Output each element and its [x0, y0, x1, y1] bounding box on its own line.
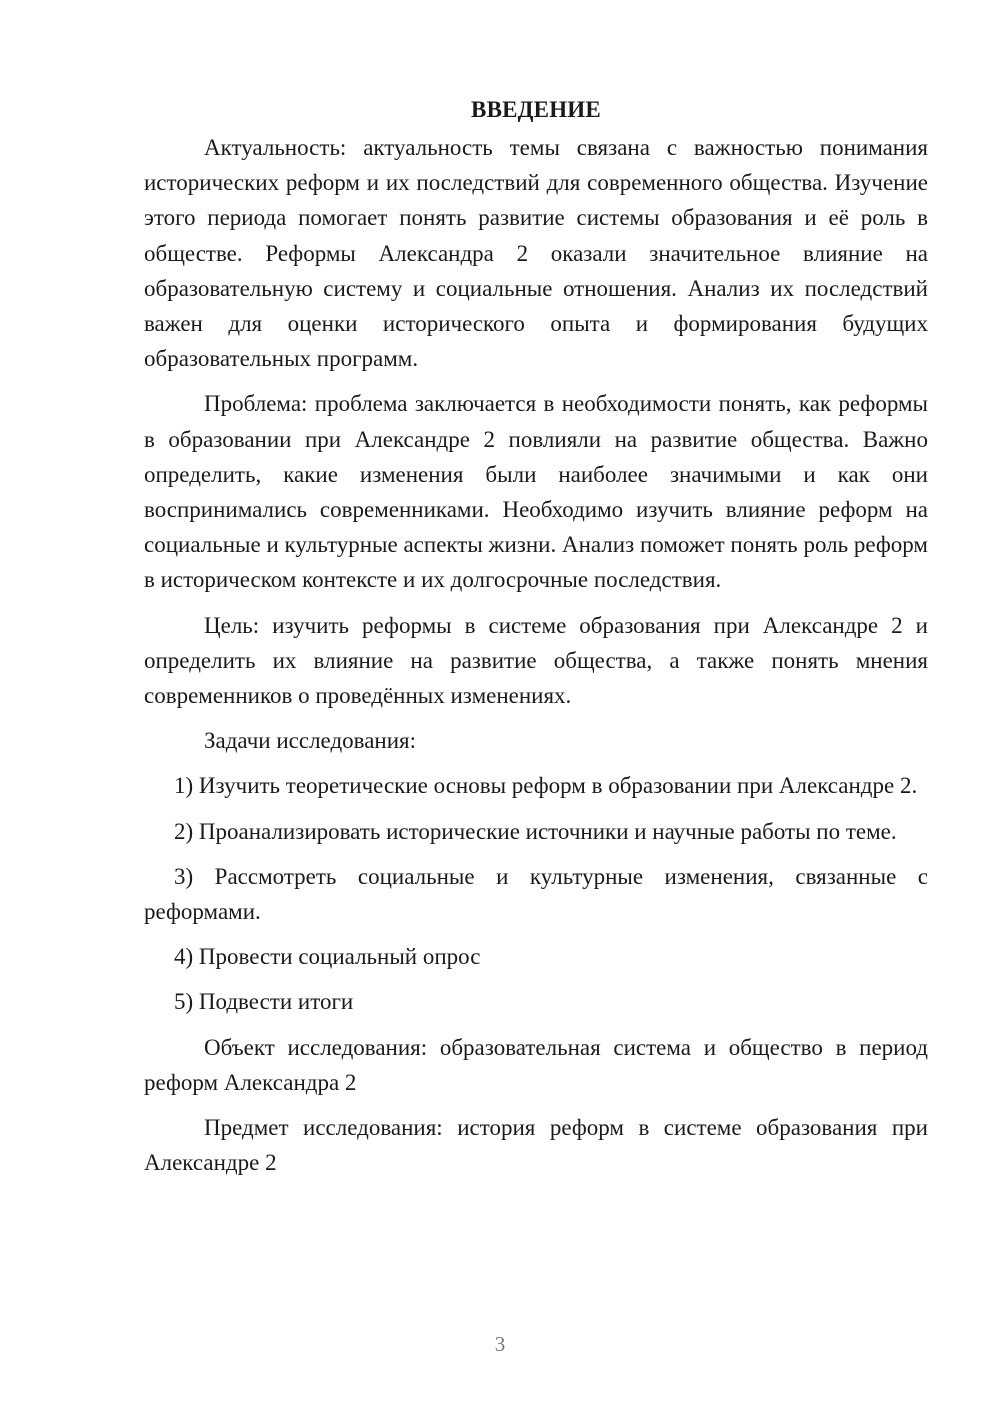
page-number: 3	[494, 1332, 506, 1356]
task-item-2: 2) Проанализировать исторические источники и научные работы по теме.	[174, 818, 897, 844]
task-item-5: 5) Подвести итоги	[174, 989, 354, 1015]
relevance-paragraph: Актуальность: актуальность темы связана с важностью понимания исторических реформ и их последствий для современного общества. Изучение этого периода помогает понять развитие системы образования и её роль в обществе. Реформы Александра 2 оказали значительное влияние на образовательную систему и социальные отношения. Анализ их последствий важен для оценки исторического опыта и формирования будущих образовательных программ.	[144, 135, 928, 372]
task-item-4: 4) Провести социальный опрос	[174, 944, 481, 970]
object-paragraph: Объект исследования: образовательная система и общество в период реформ Александра 2	[144, 1034, 928, 1095]
problem-paragraph: Проблема: проблема заключается в необходимости понять, как реформы в образовании при Александре 2 повлияли на развитие общества. Важно определить, какие изменения были наиболее значимыми и как они воспринимались современниками. Необходимо изучить влияние реформ на социальные и культурные аспекты жизни. Анализ поможет понять роль реформ в историческом контексте и их долгосрочные последствия.	[144, 391, 928, 593]
goal-paragraph: Цель: изучить реформы в системе образования при Александре 2 и определить их влияние на развитие общества, а также понять мнения современников о проведённых изменениях.	[144, 612, 928, 709]
tasks-heading: Задачи исследования:	[204, 728, 417, 754]
page-content	[144, 92, 928, 1190]
section-heading: ВВЕДЕНИЕ	[471, 97, 601, 122]
task-item-1: 1) Изучить теоретические основы реформ в образовании при Александре 2.	[174, 773, 918, 799]
task-item-3: 3) Рассмотреть социальные и культурные изменения, связанные с реформами.	[144, 863, 928, 925]
subject-paragraph: Предмет исследования: история реформ в системе образования при Александре 2	[144, 1115, 928, 1176]
